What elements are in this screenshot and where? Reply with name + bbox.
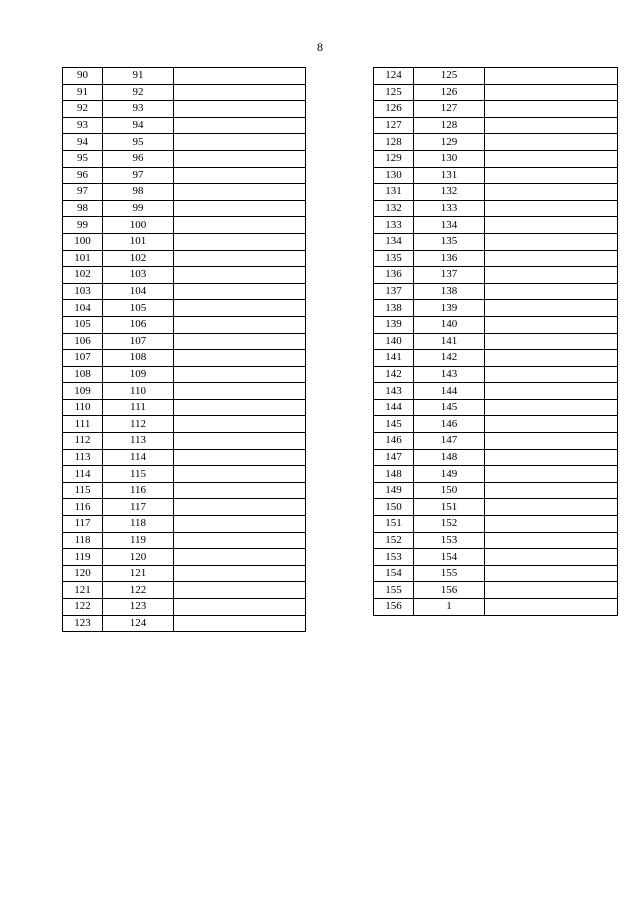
blank-cell <box>174 267 306 284</box>
row-number-cell: 153 <box>374 549 414 566</box>
row-number-cell: 101 <box>63 250 103 267</box>
table-row <box>63 366 306 383</box>
row-number-cell: 136 <box>374 267 414 284</box>
blank-cell <box>174 399 306 416</box>
row-number-cell: 108 <box>63 366 103 383</box>
next-number-cell: 94 <box>103 117 174 134</box>
table-row <box>374 599 618 616</box>
table-row <box>63 599 306 616</box>
blank-cell <box>174 167 306 184</box>
blank-cell <box>485 267 618 284</box>
next-number-cell: 106 <box>103 316 174 333</box>
blank-cell <box>485 84 618 101</box>
row-number-cell: 111 <box>63 416 103 433</box>
row-number-cell: 115 <box>63 482 103 499</box>
next-number-cell: 92 <box>103 84 174 101</box>
row-number-cell: 147 <box>374 449 414 466</box>
blank-cell <box>485 466 618 483</box>
row-number-cell: 105 <box>63 316 103 333</box>
blank-cell <box>485 200 618 217</box>
next-number-cell: 151 <box>414 499 485 516</box>
row-number-cell: 149 <box>374 482 414 499</box>
next-number-cell: 124 <box>103 615 174 632</box>
row-number-cell: 103 <box>63 283 103 300</box>
table-row <box>374 333 618 350</box>
next-number-cell: 134 <box>414 217 485 234</box>
next-number-cell: 91 <box>103 68 174 85</box>
blank-cell <box>174 84 306 101</box>
table-row <box>374 532 618 549</box>
blank-cell <box>485 449 618 466</box>
table-row <box>374 250 618 267</box>
next-number-cell: 144 <box>414 383 485 400</box>
row-number-cell: 123 <box>63 615 103 632</box>
blank-cell <box>485 565 618 582</box>
row-number-cell: 131 <box>374 184 414 201</box>
row-number-cell: 144 <box>374 399 414 416</box>
next-number-cell: 132 <box>414 184 485 201</box>
next-number-cell: 131 <box>414 167 485 184</box>
table-row <box>63 499 306 516</box>
row-number-cell: 120 <box>63 565 103 582</box>
blank-cell <box>174 200 306 217</box>
table-row <box>374 350 618 367</box>
next-number-cell: 117 <box>103 499 174 516</box>
table-row <box>374 433 618 450</box>
next-number-cell: 109 <box>103 366 174 383</box>
row-number-cell: 141 <box>374 350 414 367</box>
next-number-cell: 137 <box>414 267 485 284</box>
next-number-cell: 143 <box>414 366 485 383</box>
blank-cell <box>485 167 618 184</box>
next-number-cell: 146 <box>414 416 485 433</box>
row-number-cell: 109 <box>63 383 103 400</box>
blank-cell <box>174 350 306 367</box>
table-row <box>374 300 618 317</box>
blank-cell <box>485 184 618 201</box>
next-number-cell: 153 <box>414 532 485 549</box>
row-number-cell: 151 <box>374 516 414 533</box>
blank-cell <box>485 416 618 433</box>
row-number-cell: 110 <box>63 399 103 416</box>
blank-cell <box>485 499 618 516</box>
blank-cell <box>485 482 618 499</box>
next-number-cell: 139 <box>414 300 485 317</box>
next-number-cell: 128 <box>414 117 485 134</box>
blank-cell <box>174 150 306 167</box>
row-number-cell: 154 <box>374 565 414 582</box>
row-number-cell: 155 <box>374 582 414 599</box>
blank-cell <box>485 399 618 416</box>
blank-cell <box>485 117 618 134</box>
row-number-cell: 117 <box>63 516 103 533</box>
table-row <box>63 200 306 217</box>
row-number-cell: 146 <box>374 433 414 450</box>
blank-cell <box>174 316 306 333</box>
next-number-cell: 119 <box>103 532 174 549</box>
table-row <box>374 167 618 184</box>
blank-cell <box>174 134 306 151</box>
row-number-cell: 114 <box>63 466 103 483</box>
blank-cell <box>485 217 618 234</box>
next-number-cell: 126 <box>414 84 485 101</box>
blank-cell <box>174 599 306 616</box>
table-row <box>374 516 618 533</box>
blank-cell <box>174 499 306 516</box>
next-number-cell: 149 <box>414 466 485 483</box>
table-row <box>63 283 306 300</box>
row-number-cell: 90 <box>63 68 103 85</box>
table-row <box>63 582 306 599</box>
row-number-cell: 104 <box>63 300 103 317</box>
table-row <box>63 399 306 416</box>
blank-cell <box>174 582 306 599</box>
row-number-cell: 125 <box>374 84 414 101</box>
blank-cell <box>174 549 306 566</box>
table-row <box>374 482 618 499</box>
right-table <box>373 67 618 616</box>
table-row <box>63 549 306 566</box>
table-row <box>374 134 618 151</box>
next-number-cell: 102 <box>103 250 174 267</box>
table-row <box>374 217 618 234</box>
row-number-cell: 95 <box>63 150 103 167</box>
next-number-cell: 154 <box>414 549 485 566</box>
blank-cell <box>174 466 306 483</box>
blank-cell <box>485 366 618 383</box>
row-number-cell: 118 <box>63 532 103 549</box>
blank-cell <box>174 366 306 383</box>
table-row <box>374 549 618 566</box>
next-number-cell: 125 <box>414 68 485 85</box>
row-number-cell: 152 <box>374 532 414 549</box>
blank-cell <box>485 383 618 400</box>
row-number-cell: 127 <box>374 117 414 134</box>
next-number-cell: 115 <box>103 466 174 483</box>
blank-cell <box>174 68 306 85</box>
blank-cell <box>174 250 306 267</box>
row-number-cell: 142 <box>374 366 414 383</box>
blank-cell <box>174 565 306 582</box>
next-number-cell: 111 <box>103 399 174 416</box>
row-number-cell: 128 <box>374 134 414 151</box>
row-number-cell: 132 <box>374 200 414 217</box>
row-number-cell: 91 <box>63 84 103 101</box>
blank-cell <box>174 516 306 533</box>
next-number-cell: 116 <box>103 482 174 499</box>
blank-cell <box>485 233 618 250</box>
row-number-cell: 112 <box>63 433 103 450</box>
row-number-cell: 145 <box>374 416 414 433</box>
next-number-cell: 122 <box>103 582 174 599</box>
table-row <box>63 516 306 533</box>
next-number-cell: 156 <box>414 582 485 599</box>
blank-cell <box>174 532 306 549</box>
row-number-cell: 135 <box>374 250 414 267</box>
blank-cell <box>174 233 306 250</box>
next-number-cell: 135 <box>414 233 485 250</box>
blank-cell <box>174 333 306 350</box>
blank-cell <box>485 350 618 367</box>
blank-cell <box>174 184 306 201</box>
table-row <box>63 117 306 134</box>
next-number-cell: 118 <box>103 516 174 533</box>
next-number-cell: 136 <box>414 250 485 267</box>
row-number-cell: 116 <box>63 499 103 516</box>
row-number-cell: 93 <box>63 117 103 134</box>
table-row <box>374 101 618 118</box>
row-number-cell: 133 <box>374 217 414 234</box>
left-table <box>62 67 306 632</box>
row-number-cell: 137 <box>374 283 414 300</box>
table-row <box>374 366 618 383</box>
blank-cell <box>485 549 618 566</box>
next-number-cell: 142 <box>414 350 485 367</box>
blank-cell <box>485 150 618 167</box>
row-number-cell: 140 <box>374 333 414 350</box>
next-number-cell: 108 <box>103 350 174 367</box>
table-row <box>63 615 306 632</box>
left-table-body <box>63 68 306 632</box>
blank-cell <box>485 283 618 300</box>
next-number-cell: 105 <box>103 300 174 317</box>
blank-cell <box>174 117 306 134</box>
next-number-cell: 145 <box>414 399 485 416</box>
table-row <box>63 333 306 350</box>
blank-cell <box>485 433 618 450</box>
next-number-cell: 104 <box>103 283 174 300</box>
table-row <box>63 482 306 499</box>
blank-cell <box>485 101 618 118</box>
table-row <box>63 416 306 433</box>
table-row <box>374 466 618 483</box>
blank-cell <box>485 582 618 599</box>
row-number-cell: 121 <box>63 582 103 599</box>
table-row <box>374 383 618 400</box>
next-number-cell: 96 <box>103 150 174 167</box>
table-row <box>374 233 618 250</box>
table-row <box>374 449 618 466</box>
next-number-cell: 97 <box>103 167 174 184</box>
page-number: 8 <box>317 40 323 54</box>
blank-cell <box>174 416 306 433</box>
table-row <box>63 233 306 250</box>
next-number-cell: 133 <box>414 200 485 217</box>
table-row <box>63 68 306 85</box>
blank-cell <box>174 300 306 317</box>
blank-cell <box>485 68 618 85</box>
table-row <box>374 316 618 333</box>
table-row <box>63 449 306 466</box>
table-row <box>63 300 306 317</box>
row-number-cell: 113 <box>63 449 103 466</box>
table-row <box>63 350 306 367</box>
row-number-cell: 122 <box>63 599 103 616</box>
next-number-cell: 1 <box>414 599 485 616</box>
row-number-cell: 106 <box>63 333 103 350</box>
table-row <box>63 134 306 151</box>
row-number-cell: 99 <box>63 217 103 234</box>
blank-cell <box>174 101 306 118</box>
next-number-cell: 103 <box>103 267 174 284</box>
right-table-body <box>374 68 618 616</box>
next-number-cell: 100 <box>103 217 174 234</box>
row-number-cell: 130 <box>374 167 414 184</box>
row-number-cell: 126 <box>374 101 414 118</box>
row-number-cell: 94 <box>63 134 103 151</box>
table-row <box>63 267 306 284</box>
table-row <box>374 582 618 599</box>
table-row <box>63 316 306 333</box>
table-row <box>374 84 618 101</box>
table-row <box>374 184 618 201</box>
table-row <box>374 283 618 300</box>
next-number-cell: 150 <box>414 482 485 499</box>
next-number-cell: 99 <box>103 200 174 217</box>
table-row <box>63 383 306 400</box>
blank-cell <box>485 532 618 549</box>
row-number-cell: 139 <box>374 316 414 333</box>
next-number-cell: 114 <box>103 449 174 466</box>
next-number-cell: 93 <box>103 101 174 118</box>
table-row <box>374 267 618 284</box>
next-number-cell: 127 <box>414 101 485 118</box>
blank-cell <box>485 250 618 267</box>
next-number-cell: 152 <box>414 516 485 533</box>
blank-cell <box>485 316 618 333</box>
table-row <box>63 250 306 267</box>
next-number-cell: 101 <box>103 233 174 250</box>
blank-cell <box>174 449 306 466</box>
table-row <box>374 150 618 167</box>
blank-cell <box>174 433 306 450</box>
row-number-cell: 97 <box>63 184 103 201</box>
row-number-cell: 107 <box>63 350 103 367</box>
row-number-cell: 98 <box>63 200 103 217</box>
blank-cell <box>174 482 306 499</box>
table-row <box>63 466 306 483</box>
row-number-cell: 100 <box>63 233 103 250</box>
next-number-cell: 121 <box>103 565 174 582</box>
table-row <box>374 416 618 433</box>
blank-cell <box>174 283 306 300</box>
table-row <box>374 399 618 416</box>
next-number-cell: 95 <box>103 134 174 151</box>
blank-cell <box>485 300 618 317</box>
row-number-cell: 150 <box>374 499 414 516</box>
row-number-cell: 148 <box>374 466 414 483</box>
next-number-cell: 110 <box>103 383 174 400</box>
row-number-cell: 124 <box>374 68 414 85</box>
blank-cell <box>485 516 618 533</box>
next-number-cell: 112 <box>103 416 174 433</box>
table-row <box>374 200 618 217</box>
table-row <box>374 499 618 516</box>
row-number-cell: 156 <box>374 599 414 616</box>
row-number-cell: 143 <box>374 383 414 400</box>
blank-cell <box>485 134 618 151</box>
row-number-cell: 92 <box>63 101 103 118</box>
row-number-cell: 138 <box>374 300 414 317</box>
next-number-cell: 123 <box>103 599 174 616</box>
next-number-cell: 148 <box>414 449 485 466</box>
next-number-cell: 147 <box>414 433 485 450</box>
table-row <box>63 101 306 118</box>
table-row <box>63 433 306 450</box>
next-number-cell: 98 <box>103 184 174 201</box>
row-number-cell: 129 <box>374 150 414 167</box>
table-row <box>63 167 306 184</box>
row-number-cell: 96 <box>63 167 103 184</box>
next-number-cell: 113 <box>103 433 174 450</box>
next-number-cell: 155 <box>414 565 485 582</box>
blank-cell <box>174 383 306 400</box>
table-row <box>63 150 306 167</box>
row-number-cell: 102 <box>63 267 103 284</box>
row-number-cell: 119 <box>63 549 103 566</box>
table-row <box>374 565 618 582</box>
blank-cell <box>174 217 306 234</box>
blank-cell <box>485 599 618 616</box>
next-number-cell: 120 <box>103 549 174 566</box>
table-row <box>63 217 306 234</box>
table-row <box>374 68 618 85</box>
row-number-cell: 134 <box>374 233 414 250</box>
next-number-cell: 141 <box>414 333 485 350</box>
next-number-cell: 138 <box>414 283 485 300</box>
next-number-cell: 129 <box>414 134 485 151</box>
next-number-cell: 140 <box>414 316 485 333</box>
table-row <box>63 532 306 549</box>
blank-cell <box>485 333 618 350</box>
table-row <box>63 565 306 582</box>
table-row <box>63 184 306 201</box>
blank-cell <box>174 615 306 632</box>
next-number-cell: 107 <box>103 333 174 350</box>
next-number-cell: 130 <box>414 150 485 167</box>
table-row <box>374 117 618 134</box>
table-row <box>63 84 306 101</box>
